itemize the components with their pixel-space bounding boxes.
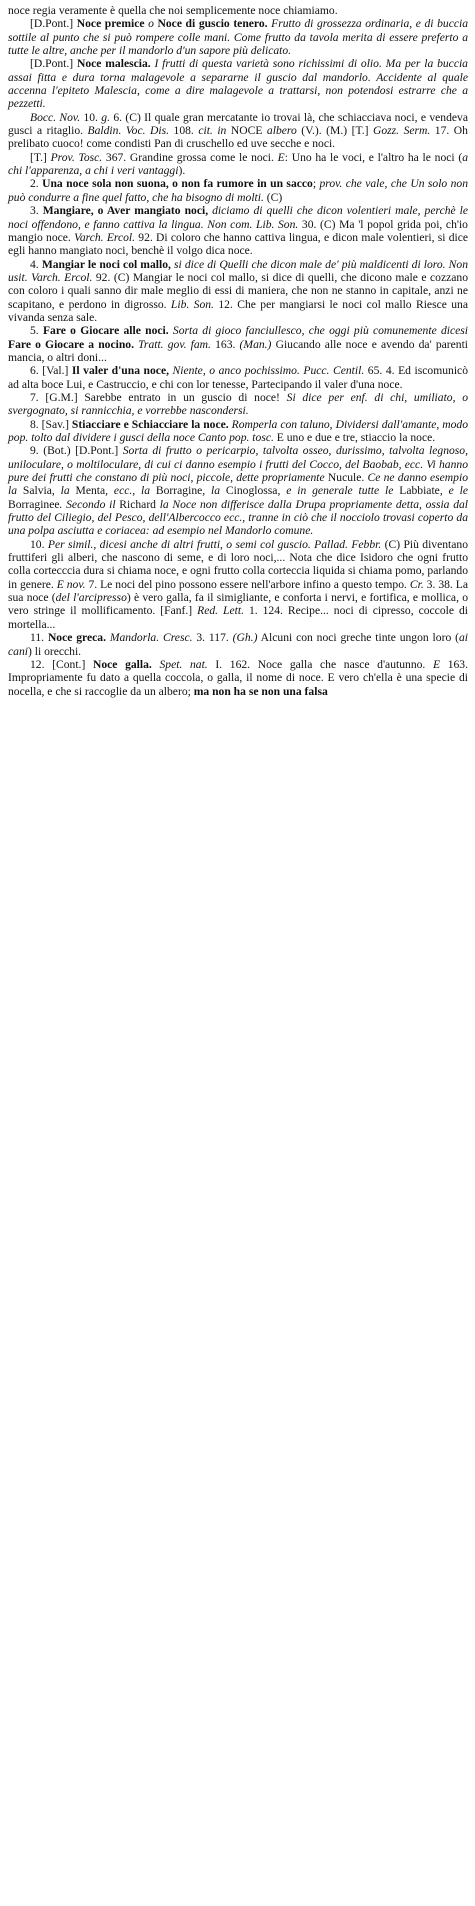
italic-text: I frutti di questa varietà sono richissimi di olio. Ma per la buccia assai fitta e dura torna malagevole a separarne il guscio dal mandorlo. Accidente al quale accenna l'epiteto Malescia, come a dire malagevole a trattarsi, non potendosi estrarre che a pezzetti.: [8, 57, 468, 111]
italic-text: Baldin. Voc. Dis.: [87, 124, 170, 138]
headword: Noce galla.: [92, 657, 152, 671]
italic-text: Cr.: [409, 577, 424, 591]
headword: Fare o Giocare alle noci.: [42, 324, 169, 338]
body-text: 3. 38. La sua noce (: [8, 577, 468, 605]
body-text: 3.: [30, 204, 43, 218]
body-text: Giucando alle noce e avendo da' parenti mancia, o altri doni...: [8, 337, 469, 364]
italic-text: Niente, o anco pochissimo. Pucc. Centil.: [169, 364, 365, 378]
italic-text: Varch. Ercol.: [74, 230, 136, 244]
body-text: ;: [312, 177, 320, 191]
body-text: 12. Che per mangiarsi le noci col mallo Riesce una vivanda senza sale.: [8, 297, 468, 324]
body-text: 108.: [169, 124, 199, 138]
body-text: 92. (C) Mangiar le noci col mallo, si dice di quelli, che dicono male e cozzano con coloro i quali sanno dir male meglio di essi di maniera, che non ne stanno in capitale, anzi ne scapitano, e perdono in digrosso.: [8, 270, 469, 311]
body-text: Labbiate: [399, 484, 440, 498]
entry-sense-10: [8, 538, 468, 631]
headword: Noce premice: [76, 17, 145, 31]
italic-text: Frutto di grossezza ordinaria, e di buccia sottile al punto che si può rompere colle mani. Come frutto da tavola merita di essere preferto a tutte le altre, anche per il mandorlo d'un sapore più delicato.: [8, 17, 469, 58]
body-text: 65. 4. Ed iscomunicò ad alta boce Lui, e Castruccio, e chi con lor tenesse, Partecipando il valer d'una noce.: [8, 364, 468, 391]
body-text: 30. (C) Ma 'l popol grida poi, ch'io mangio noce.: [8, 217, 468, 244]
entry-citation-prov-tosc: [8, 151, 468, 178]
headword: Noce malescia.: [76, 57, 151, 71]
italic-text: g.: [101, 110, 110, 124]
body-text: 367. Grandine grossa come le noci.: [102, 150, 278, 164]
body-text: Richard: [119, 497, 156, 511]
italic-text: Sorta di frutto o pericarpio, talvolta osseo, durissimo, talvolta legnoso, uniloculare, o moltiloculare, di cui ci danno esempio i frutti del Cocco, del Baobab, ecc. Vi hanno pure dei frutti che constano di più noci, piccole, dette propriamente: [8, 444, 468, 485]
headword: Il valer d'una noce,: [71, 364, 169, 378]
entry-sense-5: [8, 324, 468, 364]
entry-sense-11: [8, 631, 468, 658]
italic-text: E: [277, 150, 285, 164]
body-text: 10.: [80, 110, 102, 124]
body-text: 10.: [30, 537, 48, 551]
body-text: 5.: [30, 324, 43, 338]
body-text: NOCE: [226, 124, 267, 138]
italic-text: Ce ne danno esempio la: [8, 471, 468, 498]
body-text: : Uno ha le voci, e l'altro ha le noci (: [284, 150, 463, 164]
entry-sense-8: [8, 418, 468, 445]
italic-text: Prov. Tosc.: [50, 150, 103, 164]
body-text: noce regia veramente è quella che noi semplicemente noce chiamiamo.: [8, 4, 338, 17]
italic-text: la Noce non differisce dalla Drupa propriamente detta, ossia dal frutto del Ciliegio, del Pesco, dell'Albercocco ecc., tranne in ciò che il nocciolo trovasi coperto da una polpa asciutta e coriacea: ad esempio nel Mandorlo comune.: [8, 497, 469, 538]
italic-text: Lib. Son.: [170, 297, 214, 311]
italic-text: , la: [202, 484, 226, 498]
body-text: 8. [Sav.]: [30, 417, 72, 431]
body-text: Borragine: [155, 484, 203, 498]
italic-text: prov. che vale, che Un solo non può condurre a fine quel fatto, che ha bisogno di molti.: [8, 177, 469, 204]
italic-text: ai cani: [8, 631, 468, 658]
entry-noce-premice: [8, 17, 468, 57]
body-text: (C) Più diventano fruttiferi gli alberi, che nascono di seme, e di loro noci,... Nota che dice Isidoro che ogni frutto colla cortecccia dura si chiama noce, e ogni frutto colla corteccia liquida si chiama pomo, parlando in genere.: [8, 537, 468, 591]
italic-text: , e le: [439, 484, 468, 498]
entry-sense-7: [8, 391, 468, 418]
italic-text: Si dice per enf. di chi, umiliato, o svergognato, si rannicchia, e vorrebbe nascondersi.: [8, 390, 469, 418]
entry-sense-2: [8, 177, 468, 204]
italic-text: albero: [266, 124, 297, 138]
body-text: ) li orecchi.: [27, 644, 82, 658]
body-text: [T.]: [30, 150, 51, 164]
entry-citation-boccaccio: [8, 111, 468, 151]
body-text: Menta: [75, 484, 106, 498]
body-text: 11.: [30, 631, 48, 645]
italic-text: E nov.: [56, 577, 86, 591]
body-text: 17. Oh prelibato cuoco! come condisti Pan di cruschello ed uve secche e noci.: [8, 124, 468, 151]
body-text: (V.). (M.) [T.]: [296, 124, 373, 138]
body-text: 163. Impropriamente fu dato a quella coccola, o galla, il nome di noce. E vero ch'ella è una specie di nocella, e che si raccoglie da un albero;: [8, 657, 469, 698]
headword: Mangiar le noci col mallo,: [41, 257, 171, 271]
body-text: Alcuni con noci greche tinte ungon loro (: [257, 631, 459, 645]
italic-text: a chi l'apparenza, a chi i veri vantaggi: [8, 150, 468, 178]
entry-sense-6: [8, 364, 468, 391]
italic-text: (Man.): [239, 337, 272, 351]
italic-text: o: [144, 17, 158, 31]
body-text: 12. [Cont.]: [30, 657, 93, 671]
headword: Stiacciare e Schiacciare la noce.: [71, 417, 229, 431]
body-text: 2.: [30, 177, 43, 191]
body-text: Salvia: [22, 484, 52, 498]
body-text: 4.: [30, 257, 42, 271]
entry-sense-4: [8, 258, 468, 325]
italic-text: Gozz. Serm.: [372, 124, 431, 138]
body-text: 92. Di coloro che hanno cattiva lingua, e dicon male volentieri, si dice egli hanno mangiato noci, benchè il volgo dica noce.: [8, 230, 469, 258]
body-text: 3. 117.: [192, 631, 233, 645]
italic-text: , la: [51, 484, 76, 498]
body-text: (C): [263, 190, 283, 204]
italic-text: Tratt. gov. fam.: [133, 337, 211, 351]
italic-text: , e in generale tutte le: [277, 484, 400, 498]
italic-text: Spet. nat.: [151, 657, 208, 671]
body-text: Borraginee: [8, 497, 60, 511]
italic-text: E: [432, 657, 441, 671]
headword: Fare o Giocare a nocino.: [8, 337, 134, 351]
italic-text: Per simil., dicesi anche di altri frutti, o semi col guscio. Pallad. Febbr.: [47, 537, 382, 551]
headword: Noce di guscio tenero.: [157, 17, 268, 31]
body-text: 7. Le noci del pino possono essere nell'arbore infino a questo tempo.: [85, 577, 410, 591]
body-text: Nucule.: [327, 471, 368, 485]
italic-text: del l'arcipresso: [55, 591, 127, 605]
entry-noce-malescia: [8, 57, 468, 110]
entry-sense-3: [8, 204, 468, 257]
italic-text: diciamo di quelli che dicon volentieri male, perchè le noci offendono, e fanno cattiva la lingua. Non com. Lib. Son.: [8, 204, 469, 231]
body-text: [D.Pont.]: [30, 17, 77, 31]
italic-text: . Secondo il: [59, 497, 120, 511]
body-text: 6. [Val.]: [30, 364, 72, 378]
italic-text: , ecc., la: [105, 484, 156, 498]
italic-text: (Gh.): [232, 631, 258, 645]
body-text: 6. (C) Il quale gran mercatante io trovai là, che schiacciava noci, e vendeva gusci a ritaglio.: [8, 110, 468, 138]
body-text: ).: [178, 164, 186, 178]
body-text: 7. [G.M.] Sarebbe entrato in un guscio di noce!: [30, 390, 287, 404]
italic-text: Mandorla. Cresc.: [105, 631, 193, 645]
italic-text: Sorta di gioco fanciullesco, che oggi più comunemente dicesi: [168, 324, 469, 338]
italic-text: Red. Lett.: [197, 604, 244, 618]
body-text: 9. (Bot.) [D.Pont.]: [30, 444, 123, 458]
italic-text: Bocc. Nov.: [30, 110, 81, 124]
body-text: 163.: [210, 337, 240, 351]
headword: Mangiare, o Aver mangiato noci,: [42, 204, 209, 218]
body-text: 1. 124. Recipe... noci di cipresso, coccole di mortella...: [8, 604, 468, 631]
headword: Noce greca.: [47, 631, 106, 645]
entry-sense-9: [8, 444, 468, 537]
headword: ma non ha se non una falsa: [193, 684, 328, 698]
italic-text: cit. in: [198, 124, 227, 138]
italic-text: Romperla con taluno, Dividersi dall'amante, modo pop. tolto dal dividere i gusci della noce Canto pop. tosc.: [8, 417, 468, 444]
body-text: ) è vero galla, fa il simigliante, e conforta i nervi, e fortifica, e mollica, o vero stringe il mollificamento. [Fanf.]: [8, 591, 468, 618]
body-text: Cinoglossa: [225, 484, 278, 498]
body-text: E uno e due e tre, stiaccio la noce.: [273, 431, 436, 444]
italic-text: si dice di Quelli che dicon male de' più maldicenti di loro. Non usit. Varch. Ercol.: [8, 257, 468, 284]
body-text: [D.Pont.]: [30, 57, 77, 71]
body-text: I. 162. Noce galla che nasce d'autunno.: [207, 657, 433, 671]
entry-noce-regia-continuation: [8, 4, 468, 17]
headword: Una noce sola non suona, o non fa rumore in un sacco: [42, 177, 313, 191]
entry-sense-12: [8, 658, 468, 698]
